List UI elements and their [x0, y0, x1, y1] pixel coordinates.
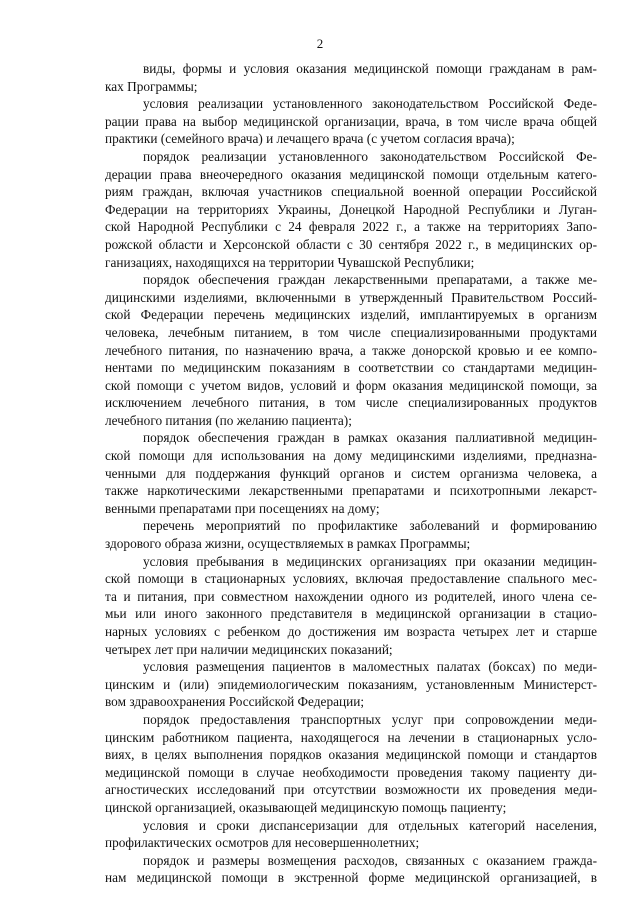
text-line: риям граждан, включая участников специальной военной операции Российской	[105, 184, 597, 200]
text-line: дерации права внеочередного оказания медицинской помощи отдельным катего-	[105, 166, 597, 182]
text-line: порядок обеспечения граждан лекарственными препаратами, а также ме-	[143, 272, 597, 288]
text-line: порядок обеспечения граждан в рамках оказания паллиативной медицин-	[143, 430, 597, 446]
text-line: ской Народной Республики с 24 февраля 2022 г., а также на территориях Запо-	[105, 219, 597, 235]
text-line: порядок реализации установленного законодательством Российской Фе-	[143, 148, 597, 164]
text-line: вом здравоохранения Российской Федерации;	[105, 694, 365, 710]
text-line: ской Федерации перечень медицинских изделий, имплантируемых в организм	[105, 307, 597, 323]
text-line: порядок и размеры возмещения расходов, связанных с оказанием гражда-	[143, 852, 597, 868]
text-line: ках Программы;	[105, 78, 198, 94]
text-line: лечебного питания, по назначению врача, а также донорской кровью и ее компо-	[105, 342, 597, 358]
paragraph	[105, 271, 597, 429]
text-line: исключением лечебного питания, в том числе специализированных продуктов	[105, 395, 597, 411]
text-line: ской помощи с учетом видов, условий и форм оказания медицинской помощи, за	[105, 377, 597, 393]
paragraph	[105, 553, 597, 659]
text-line: ской помощи для использования на дому медицинскими изделиями, предназна-	[105, 448, 597, 464]
text-line: ченными для поддержания функций органов и систем организма человека, а	[105, 465, 597, 481]
text-line: практики (семейного врача) и лечащего врача (с учетом согласия врача);	[105, 131, 515, 147]
text-line: Федерации на территориях Украины, Донецкой Народной Республики и Луган-	[105, 201, 597, 217]
paragraph	[105, 658, 597, 711]
text-line: виях, в целях выполнения порядков оказания медицинской помощи и стандартов	[105, 747, 597, 763]
text-line: нарных условиях с ребенком до достижения им возраста четырех лет и старше	[105, 624, 597, 639]
text-line: нам медицинской помощи в экстренной форме медицинской организацией, в	[105, 870, 597, 886]
text-line: цинским и (или) эпидемиологическим показаниям, установленным Министерст-	[105, 676, 597, 692]
text-line: медицинской помощи в случае необходимости проведения такому пациенту ди-	[105, 764, 597, 780]
text-line: рожской области и Херсонской области с 30 сентября 2022 г., в медицинских ор-	[105, 236, 597, 252]
text-line: перечень мероприятий по профилактике заболеваний и формированию	[143, 518, 597, 534]
paragraph	[105, 711, 597, 817]
paragraph	[105, 148, 597, 271]
text-line: лечебного питания (по желанию пациента);	[105, 412, 352, 428]
text-line: рации права на выбор медицинской организации, врача, в том числе врача общей	[105, 113, 597, 129]
document-body	[105, 60, 597, 887]
text-line: агностических исследований при отсутствии возможности их проведения меди-	[105, 782, 597, 798]
text-line: цинским работником пациента, находящегося на лечении в стационарных усло-	[105, 729, 597, 745]
text-line: условия реализации установленного законодательством Российской Феде-	[143, 96, 597, 112]
paragraph	[105, 817, 597, 852]
paragraph	[105, 517, 597, 552]
text-line: условия и сроки диспансеризации для отдельных категорий населения,	[143, 817, 597, 833]
text-line: ганизациях, находящихся на территории Чувашской Республики;	[105, 254, 475, 270]
text-line: дицинскими изделиями, включенными в утвержденный Правительством Россий-	[105, 289, 597, 305]
page-number: 2	[316, 36, 324, 51]
paragraph	[105, 852, 597, 887]
paragraph	[105, 429, 597, 517]
text-line: человека, лечебным питанием, в том числе специализированными продуктами	[105, 324, 597, 340]
text-line: цинской организацией, оказывающей медицинскую помощь пациенту;	[105, 799, 507, 815]
text-line: ской помощи в стационарных условиях, включая предоставление спального мес-	[105, 571, 597, 587]
text-line: мьи или иного законного представителя в медицинской организации в стацио-	[105, 606, 597, 622]
text-line: виды, формы и условия оказания медицинской помощи гражданам в рам-	[143, 61, 597, 76]
text-line: здорового образа жизни, осуществляемых в рамках Программы;	[105, 536, 471, 552]
text-line: та и питания, при совместном нахождении одного из родителей, иного члена се-	[105, 588, 597, 604]
text-line: профилактических осмотров для несовершеннолетних;	[105, 835, 420, 851]
text-line: условия размещения пациентов в маломестных палатах (боксах) по меди-	[143, 659, 597, 675]
text-line: четырех лет при наличии медицинских показаний;	[105, 641, 393, 657]
text-line: венными препаратами при посещениях на дому;	[105, 500, 380, 516]
text-line: условия пребывания в медицинских организациях при оказании медицин-	[143, 553, 597, 569]
paragraph	[105, 60, 597, 95]
paragraph	[105, 95, 597, 148]
text-line: нентами по медицинским показаниям в соответствии со стандартами медицин-	[105, 360, 597, 376]
text-line: также наркотическими лекарственными препаратами и психотропными лекарст-	[105, 483, 597, 499]
text-line: порядок предоставления транспортных услуг при сопровождении меди-	[143, 711, 597, 727]
